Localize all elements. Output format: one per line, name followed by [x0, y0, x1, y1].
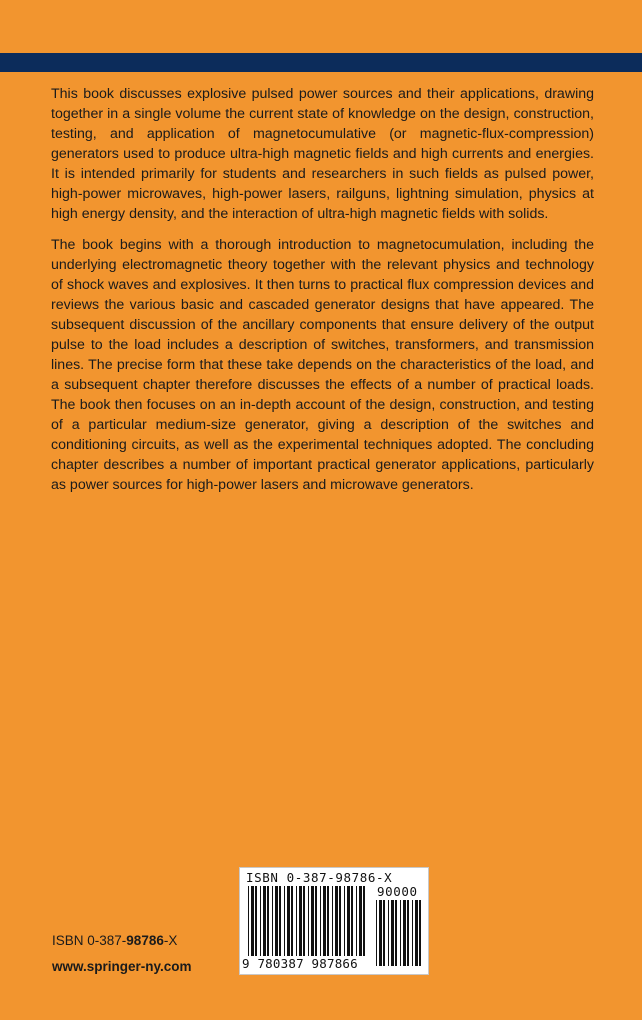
- barcode-bar: [267, 886, 269, 956]
- barcode-bar: [320, 886, 321, 956]
- barcode-bar: [327, 886, 329, 956]
- barcode-bar: [248, 886, 249, 956]
- isbn-bold-part: 98786: [126, 933, 164, 948]
- barcode-bar: [391, 900, 394, 966]
- barcode-bar: [332, 886, 333, 956]
- book-description: [51, 84, 594, 506]
- barcode-bar: [311, 886, 314, 956]
- barcode-bar: [255, 886, 257, 956]
- barcode-top-label: ISBN 0-387-98786-X: [246, 870, 393, 885]
- barcode-bar: [359, 886, 362, 956]
- barcode-bar: [400, 900, 401, 966]
- barcode-bar: [403, 900, 406, 966]
- barcode-bar: [395, 900, 397, 966]
- barcode-bar: [284, 886, 285, 956]
- barcode-bar: [287, 886, 290, 956]
- isbn-barcode: [239, 867, 429, 975]
- barcode-bar: [347, 886, 350, 956]
- top-color-band: [0, 53, 642, 72]
- barcode-bar: [251, 886, 254, 956]
- barcode-bar: [376, 900, 377, 966]
- barcode-bar: [315, 886, 317, 956]
- barcode-bar: [275, 886, 278, 956]
- barcode-bar: [363, 886, 365, 956]
- barcode-bar: [339, 886, 341, 956]
- barcode-bar: [263, 886, 266, 956]
- barcode-ean-digits: 9 780387 987866: [242, 956, 358, 971]
- barcode-addon-digits: 90000: [377, 884, 418, 899]
- barcode-bar: [296, 886, 297, 956]
- barcode-bar: [260, 886, 261, 956]
- barcode-bar: [299, 886, 302, 956]
- barcode-bar: [308, 886, 309, 956]
- isbn-suffix: -X: [163, 933, 178, 948]
- barcode-bar: [279, 886, 281, 956]
- barcode-bar: [335, 886, 338, 956]
- barcode-bar: [291, 886, 293, 956]
- barcode-bar: [323, 886, 326, 956]
- barcode-bar: [344, 886, 345, 956]
- barcode-bar: [303, 886, 305, 956]
- barcode-bar: [272, 886, 273, 956]
- publisher-website: www.springer-ny.com: [52, 959, 192, 974]
- barcode-bar: [356, 886, 357, 956]
- barcode-bar: [407, 900, 409, 966]
- barcode-bar: [419, 900, 421, 966]
- description-paragraph-2: The book begins with a thorough introduction to magnetocumulation, including the underlying electromagnetic theory together with the relevant physics and technology of shock waves and explosives. It then turns to practical flux compression devices and reviews the various basic and cascaded generator designs that have appeared. The subsequent discussion of the ancillary components that ensure delivery of the output pulse to the load includes a description of switches, transformers, and transmission lines. The precise form that these take depends on the characteristics of the load, and a subsequent chapter therefore discusses the effects of a number of practical loads. The book then focuses on an in-depth account of the design, construction, and testing of a particular medium-size generator, giving a description of the switches and conditioning circuits, as well as the experimental techniques adopted. The concluding chapter describes a number of important practical generator applications, particularly as power sources for high-power lasers and microwave generators.: [51, 237, 594, 493]
- barcode-bar: [383, 900, 385, 966]
- barcode-bar: [388, 900, 389, 966]
- isbn-number: [52, 932, 177, 950]
- barcode-bar: [379, 900, 382, 966]
- barcode-bar: [351, 886, 353, 956]
- description-paragraph-1: This book discusses explosive pulsed power sources and their applications, drawing together in a single volume the current state of knowledge on the design, construction, testing, and application of magnetocumulative (or magnetic-flux-compression) generators used to produce ultra-high magnetic fields and high currents and energies. It is intended primarily for students and researchers in such fields as pulsed power, high-power microwaves, high-power lasers, railguns, lightning simulation, physics at high energy density, and the interaction of ultra-high magnetic fields with solids.: [51, 86, 594, 222]
- isbn-prefix: ISBN 0-387-: [52, 933, 127, 948]
- barcode-bar: [415, 900, 418, 966]
- barcode-bar: [412, 900, 413, 966]
